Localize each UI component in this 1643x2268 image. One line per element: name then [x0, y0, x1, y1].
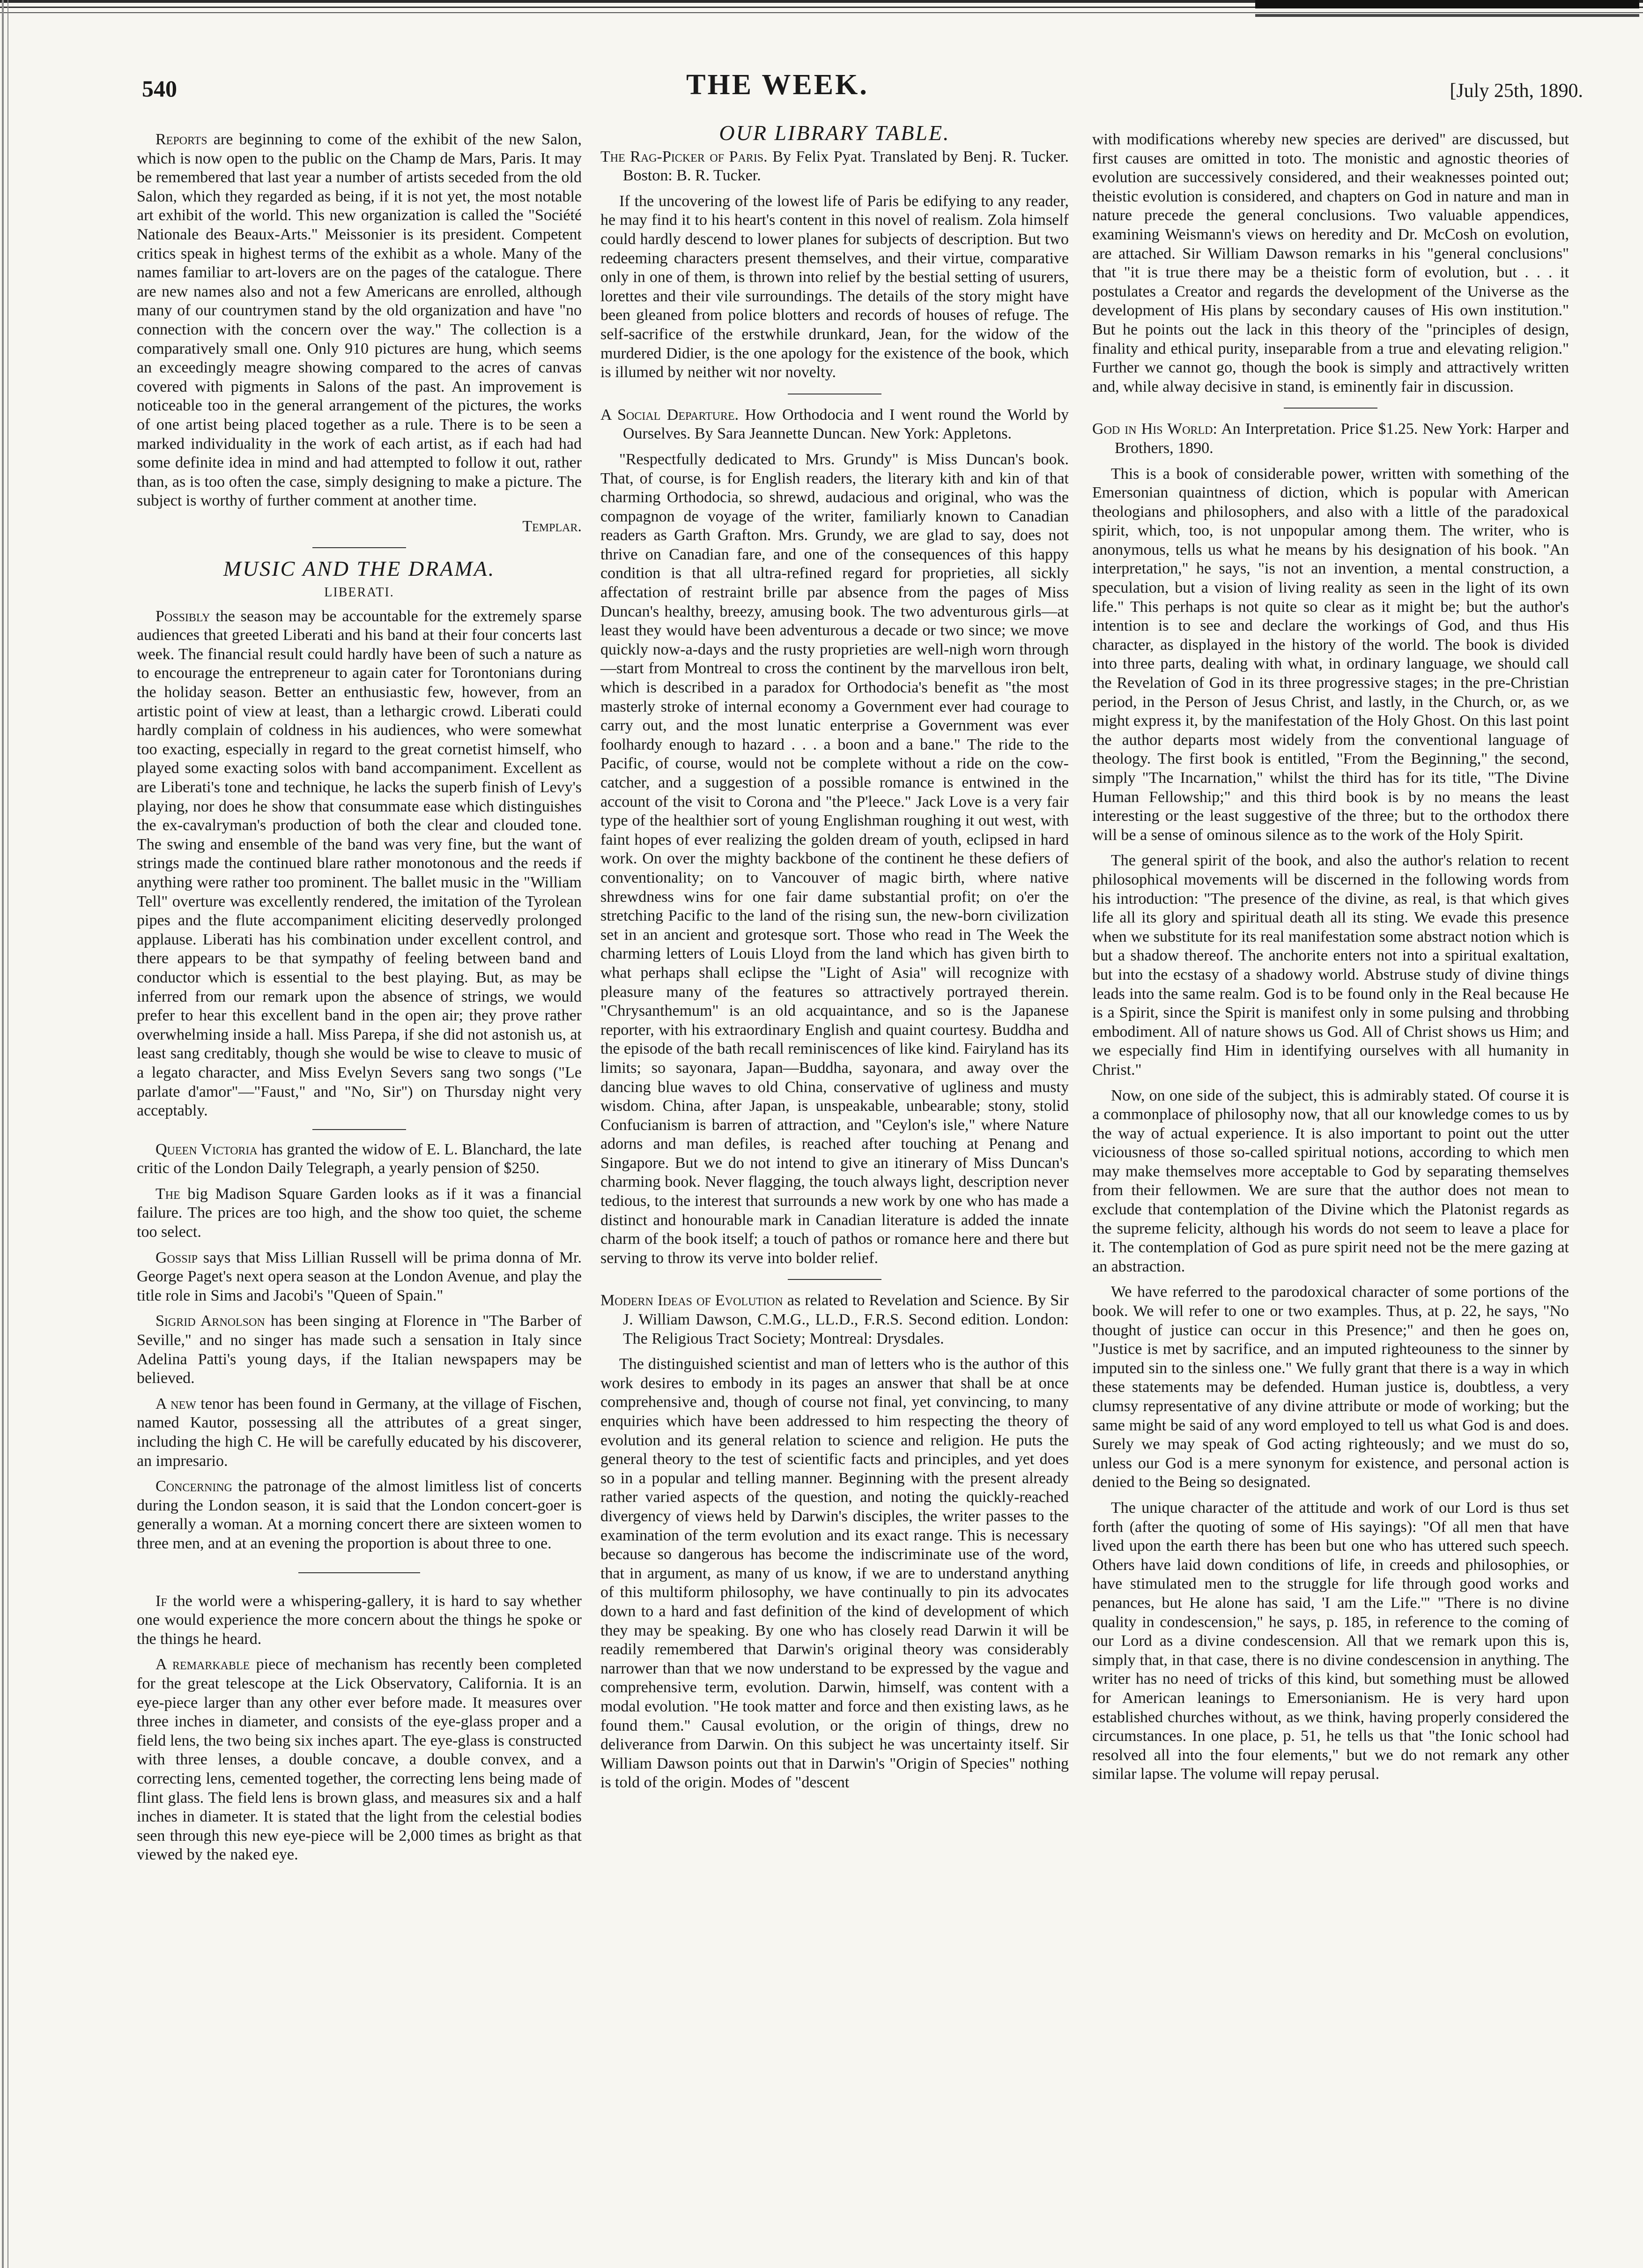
issue-date: [July 25th, 1890. — [1450, 80, 1583, 102]
lead-words: A new — [155, 1395, 196, 1413]
review-paragraph: The general spirit of the book, and also the author's relation to recent philosophical movements will be discerned in the following words from his introduction: "The presence of the divine, as real, is that which gives life all its glory and spiritual death all its sting. We evade this presence when we substitute for its real manifestation some abstract notion which is but a shadow thereof. The anchorite enters not into a spiritual exaltation, but into the ecstasy of a shadowy world. Abstruse study of divine things leads into the same realm. God is to be found only in the Real because He is a Spirit, since the Spirit is manifest only in some pulsing and throbbing embodiment. All of nature shows us God. All of Christ shows us Him; and we especially find Him in identifying ourselves with all humanity in Christ." — [1092, 852, 1569, 1078]
paragraph-text: has been singing at Florence in "The Barber of Seville," and no singer has made such a sensation in Italy since Adelina Patti's young days, if the Italian newspapers may be believed. — [137, 1312, 582, 1387]
paragraph-text: big Madison Square Garden looks as if it was a financial failure. The prices are too high, and the show too quiet, the scheme too select. — [137, 1185, 582, 1241]
paragraph-text: has granted the widow of E. L. Blanchard, the late critic of the London Daily Telegraph, a yearly pension of $250. — [137, 1140, 582, 1177]
scan-edge-artifact — [1255, 0, 1639, 28]
paragraph-text: tenor has been found in Germany, at the village of Fischen, named Kautor, possessing all the attributes of a great singer, including the high C. He will be carefully educated by his discoverer, an impresario. — [137, 1395, 582, 1470]
lead-words: Queen Victoria — [155, 1140, 258, 1158]
citation-text: as related to Revelation and Science. By Sir J. William Dawson, C.M.G., LL.D., F.R.S. Second edition. London: The Religious Tract Society; Montreal: Drysdales. — [623, 1292, 1069, 1347]
middle-column — [600, 121, 1069, 1799]
article-paragraph — [137, 1477, 582, 1553]
paragraph-text: says that Miss Lillian Russell will be prima donna of Mr. George Paget's next opera season at the London Avenue, and play the title role in Sims and Jacobi's "Queen of Spain." — [137, 1249, 582, 1304]
divider — [312, 1129, 406, 1130]
lead-words: Possibly — [155, 607, 210, 625]
citation-text: An Interpretation. Price $1.25. New York: Harper and Brothers, 1890. — [1115, 420, 1569, 457]
review-paragraph: "Respectfully dedicated to Mrs. Grundy" is Miss Duncan's book. That, of course, is for English readers, the literary kith and kin of that charming Orthodocia, so shrewd, audacious and original, who was the compagnon de voyage of the writer, familiarly known to Canadian readers as Garth Grafton. Mrs. Grundy, we are glad to say, does not thrive on Canadian fare, and one of the consequences of this happy condition is that all ultra-refined regard for proprieties, all sickly affectation of restraint brille par absence from the pages of Miss Duncan's healthy, breezy, amusing book. The two adventurous girls—at least they would have been adventurous a decade or two since; we move quickly now-a-days and the rusty proprieties are well-nigh worn through—start from Montreal to cross the continent by the marvellous iron belt, which is described in a paradox for Orthodocia's benefit as "the most masterly stroke of internal economy a Government ever had courage to carry out, and the most lunatic enterprise a Government was ever foolhardy enough to hazard . . . a boon and a bane." The ride to the Pacific, of course, would not be complete without a ride on the cow-catcher, and a suggestion of a possible romance is entwined in the account of the visit to Corona and "the P'leece." Jack Love is a very fair type of the healthier sort of young Englishman roughing it out west, with faint hopes of ever realizing the golden dream of youth, eclipsed in hard work. On over the mighty backbone of the continent he these defiers of conventionality; on to Vancouver of magic birth, where native shrewdness wins for one fair dame substantial profit; on o'er the stretching Pacific to the land of the rising sun, the new-born civilization set in an ancient and grotesque sort. Those who read in The Week the charming letters of Louis Lloyd from the land which has given birth to what perhaps shall eclipse the "Light of Asia" will recognize with pleasure many of the features so attractively portrayed therein. "Chrysanthemum" is an old acquaintance, and so is the Japanese reporter, with his extraordinary English and quaint courtesy. Buddha and the episode of the bath recall reminiscences of like kind. Fairyland has its limits; so sayonara, Japan—Buddha, sayonara, and away over the dancing blue waves to old China, conservative of ugliness and musty wisdom. China, after Japan, is unspeakable, unbearable; stony, stolid Confucianism is barren of attraction, and "Ceylon's isle," where Nature adorns and man defiles, is reached after touching at Penang and Singapore. But we do not intend to give an itinerary of Miss Duncan's charming book. Never flagging, the touch always light, description never tedious, to the interest that surrounds a new work by one who has made a distinct and honourable mark in Canadian literature is added the innate charm of the book itself; a touch of pathos or romance here and there but serving to throw its verve into bolder relief. — [600, 450, 1069, 1267]
review-paragraph: If the uncovering of the lowest life of Paris be edifying to any reader, he may find it to his heart's content in this novel of realism. Zola himself could hardly descend to lower planes for subjects of description. But two redeeming characters present themselves, and their virtue, comparative only in one of them, is thrown into relief by the bestial setting of usurers, lorettes and their vile surroundings. The details of the story might have been gleaned from police blotters and records of houses of refuge. The self-sacrifice of the erstwhile drunkard, Jean, for the widow of the murdered Didier, is the one apology for the existence of the book, which is illumed by neither wit nor novelty. — [600, 192, 1069, 381]
review-paragraph: with modifications whereby new species are derived" are discussed, but first causes are omitted in toto. The monistic and agnostic theories of evolution are successively considered, and their weaknesses pointed out; theistic evolution is considered, and chapters on God in nature and man in nature precede the general conclusions. Two valuable appendices, examining Weismann's views on heredity and Dr. McCosh on evolution, are attached. Sir William Dawson remarks in his "general conclusions" that "it is true there may be a theistic form of evolution, but . . . it postulates a Creator and regards the development of the Universe as the development of His plans by secondary causes of His own institution." But he points out the lack in this theory of the "principles of design, finality and ethical purity, inseparable from a true and elevating religion." Further we cannot go, though the book is simply and attractively written and, while alway decisive in stand, is eminently fair in discussion. — [1092, 131, 1569, 395]
review-paragraph: This is a book of considerable power, written with something of the Emersonian quaintness of diction, which is popular with American theologians and philosophers, and also with a little of the paradoxical spirit, which, too, is not unpopular among them. The writer, who is anonymous, tells us what he means by his designation of his book. "An interpretation," he says, "is not an invention, a mental construction, a speculation, but a vision of living reality as seen in the light of its own life." This perhaps is not quite so clear as it might be; but the author's intention is to see and declare the workings of God, and thus His character, as displayed in the history of the world. The book is divided into three parts, dealing with what, in ordinary language, we should call the Revelation of God in its three progressive stages; in the pre-Christian period, in the Person of Jesus Christ, and lastly, in the Church, or, as we might express it, by the manifestation of the Holy Ghost. On this last point the author departs most widely from the conventional language of theology. The first book is entitled, "From the Beginning," the second, simply "The Incarnation," whilst the third has for its title, "The Divine Human Fellowship;" and this third book is by no means the least interesting or the least suggestive of the three; but to the orthodox there will be a sense of ominous silence as to the work of the Holy Spirit. — [1092, 465, 1569, 844]
article-paragraph — [137, 1395, 582, 1471]
section-heading: OUR LIBRARY TABLE. — [719, 121, 950, 145]
paragraph-text: the season may be accountable for the extremely sparse audiences that greeted Liberati and his band at their four concerts last week. The financial result could hardly have been of such a nature as to encourage the entrepreneur to again cater for Torontonians during the holiday season. Better an enthusiastic few, however, from an artistic point of view at least, than a lethargic crowd. Liberati could hardly complain of coldness in his audiences, who were somewhat too exacting, especially in regard to the great cornetist himself, who played some exacting solos with band accompaniment. Excellent as are Liberati's tone and technique, he lacks the superb finish of Levy's playing, nor does he show that consummate ease which distinguishes the ex-cavalryman's production of both the clear and clouded tone. The swing and ensemble of the band was very fine, but the want of strings made the continued blare rather monotonous and the reeds if anything were rather too prominent. The ballet music in the "William Tell" overture was excellently rendered, the imitation of the Tyrolean pipes and the flute accompaniment eliciting deservedly prolonged applause. Liberati has his combination under excellent control, and there appears to be that sympathy of feeling between band and conductor which is essential to the best playing. But, as may be inferred from our remark upon the absence of strings, we would prefer to hear this excellent band in the open air; they prove rather overwhelming inside a hall. Miss Parepa, if she did not astonish us, at least sang creditably, though she would be wise to cleave to music of a legato character, and Miss Evelyn Severs sang two songs ("Le parlate d'amor"—"Faust," and "No, Sir") on Thursday night very acceptably. — [137, 607, 582, 1120]
citation-text: By Felix Pyat. Translated by Benj. R. Tucker. Boston: B. R. Tucker. — [623, 148, 1069, 185]
lead-words: The — [155, 1185, 180, 1203]
article-paragraph — [137, 1655, 582, 1865]
divider — [312, 547, 406, 548]
citation-text: How Orthodocia and I went round the World by Ourselves. By Sara Jeannette Duncan. New York: Appletons. — [623, 406, 1069, 443]
lead-words: Sigrid Arnolson — [155, 1312, 265, 1330]
article-paragraph — [137, 130, 582, 511]
divider — [788, 1279, 881, 1280]
book-citation — [600, 406, 1069, 444]
review-paragraph: Now, on one side of the subject, this is admirably stated. Of course it is a commonplace of philosophy now, that all our knowledge comes to us by the way of actual experience. It is also important to point out the utter viciousness of those so-called spiritual notions, according to which men may make themselves more acceptable to God by separating themselves from their fellowmen. We are sure that the author does not mean to exclude that contemplation of the Divine which the Platonist regards as the supreme felicity, although his words do not seem to leave a place for it. The contemplation of God as pure spirit need not be the mere gazing at an abstraction. — [1092, 1086, 1569, 1275]
page-number: 540 — [142, 75, 177, 102]
article-paragraph — [137, 1185, 582, 1242]
paragraph-text: the patronage of the almost limitless list of concerts during the London season, it is said that the London concert-goer is generally a woman. At a morning concert there are sixteen women to three men, and at an evening the proportion is about three to one. — [137, 1478, 582, 1552]
review-paragraph: The unique character of the attitude and work of our Lord is thus set forth (after the quoting of some of His sayings): "Of all men that have lived upon the earth there has been but one who has uttered such speech. Others have laid down conditions of life, in creeds and philosophies, or have stimulated men to the struggle for life through good works and penances, but He alone has said, 'I am the Life.'" "There is no divine quality in condescension," he says, p. 185, in reference to the coming of our Lord as a divine condescension. All that we remark upon this is, simply that, in that case, there is no divine condescension in anything. The writer has no need of tricks of this kind, but something must be allowed for American leanings to Emersonianism. He is very hard upon established churches without, as we think, having properly considered the circumstances. In one place, p. 51, he tells us that "the Ionic school had resolved all into the four elements," but we do not remark any other similar lapse. The volume will repay perusal. — [1092, 1499, 1569, 1783]
divider — [1284, 408, 1377, 409]
article-paragraph — [137, 1140, 582, 1178]
right-column — [1092, 130, 1569, 1791]
lead-words: If — [155, 1592, 167, 1610]
binding-edge — [7, 0, 8, 2268]
article-paragraph — [137, 1249, 582, 1306]
book-citation — [600, 148, 1069, 186]
masthead: THE WEEK. — [686, 69, 869, 101]
book-title: God in His World: — [1092, 420, 1217, 438]
book-citation — [600, 1291, 1069, 1348]
section-heading: MUSIC AND THE DRAMA. — [223, 557, 496, 581]
subheading: LIBERATI. — [324, 585, 394, 600]
lead-words: A remarkable — [155, 1656, 250, 1673]
article-paragraph — [137, 1312, 582, 1388]
left-column — [137, 130, 582, 1871]
lead-words: Gossip — [155, 1249, 198, 1266]
book-title: A Social Departure. — [600, 406, 739, 424]
paragraph-text: the world were a whispering-gallery, it is hard to say whether one would experience the more concern about the things he spoke or the things he heard. — [137, 1592, 582, 1648]
book-title: The Rag-Picker of Paris. — [600, 148, 768, 165]
book-title: Modern Ideas of Evolution — [600, 1292, 783, 1309]
lead-words: Reports — [155, 131, 207, 148]
article-paragraph — [137, 1592, 582, 1649]
signature: Templar. — [522, 517, 582, 535]
review-paragraph: We have referred to the parodoxical character of some portions of the book. We will refer to one or two examples. Thus, at p. 22, he says, "No thought of justice can occur in this Presence;" and then he goes on, "Justice is met by sacrifice, and an imputed righteouness to the sinner by imputed sin to the sinless one." We fully grant that there is a way in which these statements may be defended. Human justice is, doubtless, a very clumsy representative of any divine attribute or mode of working; but the same might be said of any word employed to tell us what God is and does. Surely we may speak of God acting righteously; and we must do so, unless our God is a mere synonym for existence, and personal action is denied to the Being so designated. — [1092, 1283, 1569, 1491]
paragraph-text: piece of mechanism has recently been completed for the great telescope at the Lick Observatory, California. It is an eye-piece larger than any other ever before made. It measures over three inches in diameter, and consists of the eye-glass proper and a field lens, the two being six inches apart. The eye-glass is constructed with three lenses, a double concave, a double convex, and a correcting lens, cemented together, the correcting lens being made of flint glass. The field lens is brown glass, and measures six and a half inches in diameter. It is stated that the light from the celestial bodies seen through this new eye-piece will be 2,000 times as bright as that viewed by the naked eye. — [137, 1656, 582, 1864]
divider — [298, 1572, 420, 1573]
review-paragraph: The distinguished scientist and man of letters who is the author of this work desires to embody in its pages an answer that shall be at once comprehensive and, though of course not final, yet convincing, to many enquiries which have been addressed to him respecting the theory of evolution and its general relation to science and religion. He puts the general theory to the test of scientific facts and principles, and yet does so in a popular and telling manner. Beginning with the present already rather varied aspects of the question, and noting the quickly-reached divergency of views held by Darwin's disciples, the writer passes to the examination of the term evolution and its exact range. This is necessary because so dangerous has become the indiscriminate use of the word, that in argument, as many of us know, if we are to understand anything of this multiform philosophy, we have continually to pin its advocates down to a hard and fast definition of the kind of development of which they may be speaking. By one who has closely read Darwin it will be readily remembered that Darwin's original theory was considerably narrower than that we now understand to be expressed by the vague and comprehensive term, evolution. Darwin, himself, was content with a modal evolution. "He took matter and force and then existing laws, as he found them." Causal evolution, or the origin of things, drew no deliverance from Darwin. On this subject he was uncertainty itself. Sir William Dawson points out that in Darwin's "Origin of Species" nothing is told of the origin. Modes of "descent — [600, 1355, 1069, 1792]
book-citation — [1092, 420, 1569, 458]
lead-words: Concerning — [155, 1478, 233, 1495]
paragraph-text: are beginning to come of the exhibit of the new Salon, which is now open to the public on the Champ de Mars, Paris. It may be remembered that last year a number of artists seceded from the old Salon, which they regarded as being, if it is not yet, the most notable art exhibit of the world. This new organization is called the "Société Nationale des Beaux-Arts." Meissonier is its president. Competent critics speak in highest terms of the exhibit as a whole. Many of the names familiar to art-lovers are on the pages of the catalogue. There are new names also and not a few Americans are enrolled, although many of our countrymen stand by the old organization and have "no connection with the concern over the way." The collection is a comparatively small one. Only 910 pictures are hung, which seems an exceedingly meagre showing compared to the acres of canvas covered with pigments in Salons of the past. An improvement is noticeable too in the general arrangement of the pictures, the works of one artist being placed together as a rule. There is to be seen a marked individuality in the work of each artist, as if each had had some definite idea in mind and had attempted to follow it out, rather than, as is too often the case, simply designing to make a picture. The subject is worthy of further comment at another time. — [137, 131, 582, 510]
article-paragraph — [137, 607, 582, 1121]
binding-edge — [2, 0, 4, 2268]
